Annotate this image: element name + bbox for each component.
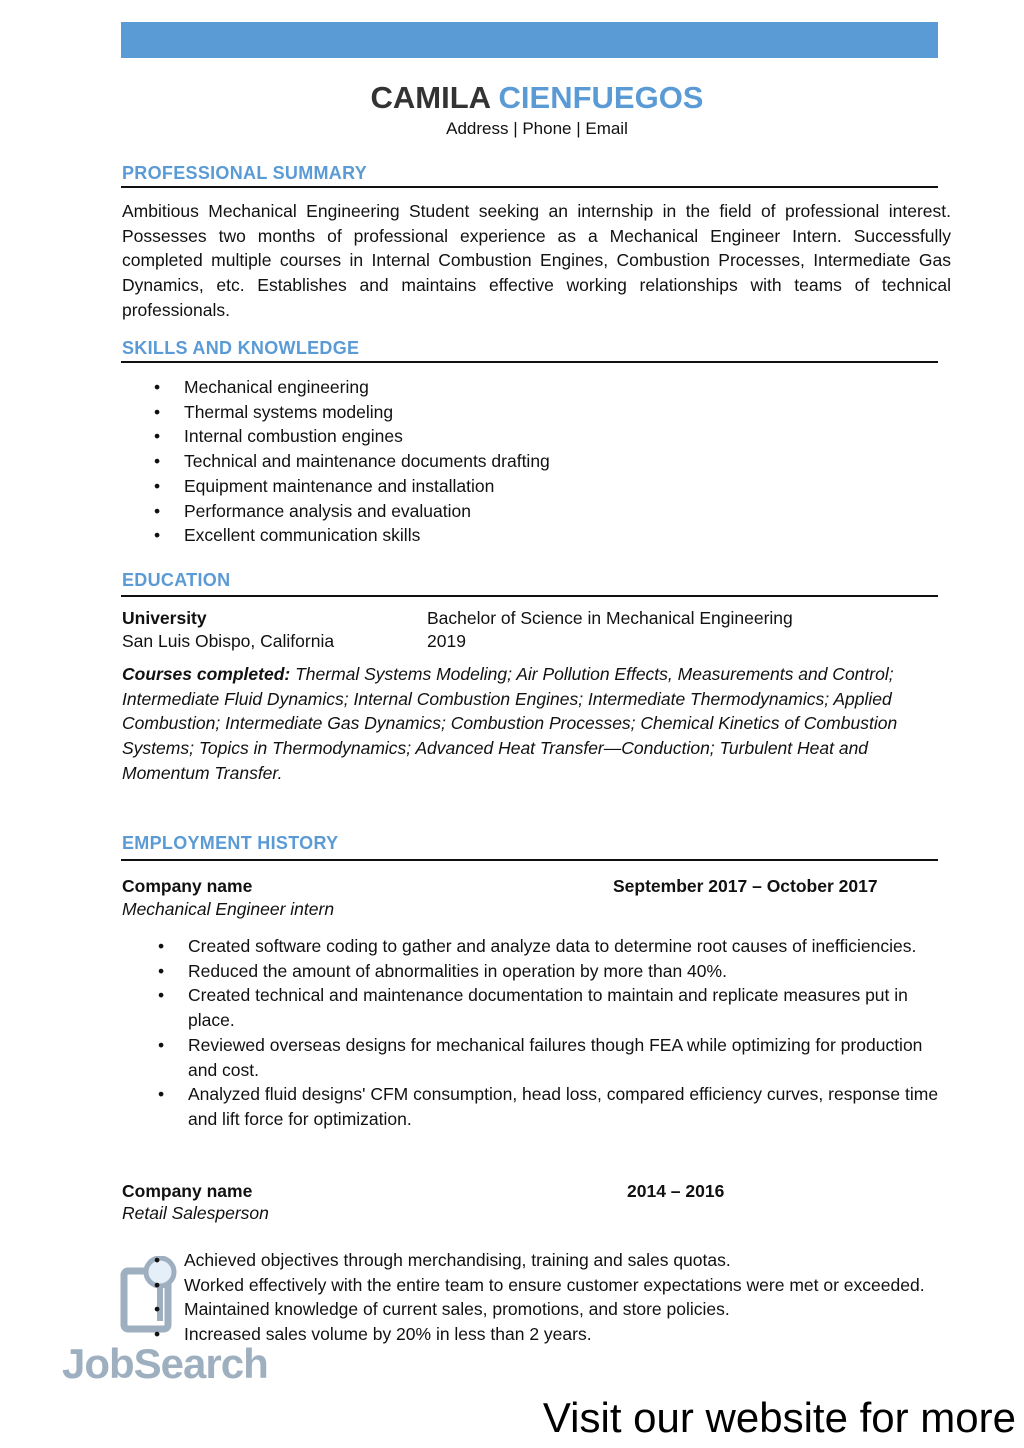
candidate-name: CAMILA CIENFUEGOS — [370, 80, 704, 115]
list-item: • Created technical and maintenance documentation to maintain and replicate measures put in place. — [188, 983, 950, 1032]
list-item: • Excellent communication skills — [184, 523, 550, 548]
job-dates: September 2017 – October 2017 — [613, 876, 878, 896]
divider — [121, 859, 938, 861]
divider — [121, 595, 938, 597]
list-item: • Reduced the amount of abnormalities in operation by more than 40%. — [188, 959, 950, 984]
website-banner[interactable]: Visit our website for more — [542, 1394, 1016, 1441]
list-item: • Reviewed overseas designs for mechanical failures though FEA while optimizing for production and cost. — [188, 1033, 950, 1082]
company-name: Company name — [122, 876, 253, 896]
list-item: • Mechanical engineering — [184, 375, 550, 400]
list-item: • Equipment maintenance and installation — [184, 474, 550, 499]
list-item: • Internal combustion engines — [184, 424, 550, 449]
job-bullets — [188, 934, 950, 1132]
job-title: Retail Salesperson — [122, 1203, 269, 1223]
section-heading-skills: SKILLS AND KNOWLEDGE — [122, 338, 360, 358]
list-item: • Increased sales volume by 20% in less than 2 years. — [184, 1322, 950, 1347]
list-item: • Thermal systems modeling — [184, 400, 550, 425]
summary-text: Ambitious Mechanical Engineering Student seeking an internship in the field of professional interest. Possesses two months of professional experience as a Mechanical Engineer Intern. Successfully completed multiple courses in Internal Combustion Engines, Combustion Processes, Intermediate Gas Dynamics, etc. Establishes and maintains effective working relationships with teams of technical professionals. — [122, 201, 951, 320]
list-item: • Technical and maintenance documents drafting — [184, 449, 550, 474]
divider — [121, 361, 938, 363]
list-item: • Analyzed fluid designs' CFM consumption, head loss, compared efficiency curves, response time and lift force for optimization. — [188, 1082, 950, 1131]
section-heading-employment: EMPLOYMENT HISTORY — [122, 833, 339, 853]
job-title: Mechanical Engineer intern — [122, 899, 335, 919]
list-item: • Achieved objectives through merchandising, training and sales quotas. — [184, 1248, 950, 1273]
degree: Bachelor of Science in Mechanical Engineering — [427, 608, 793, 628]
list-item: • Created software coding to gather and analyze data to determine root causes of inefficiencies. — [188, 934, 950, 959]
logo-text: JobSearch — [62, 1340, 268, 1387]
graduation-year: 2019 — [427, 631, 466, 651]
contact-line: Address | Phone | Email — [446, 119, 628, 138]
courses: Courses completed: Thermal Systems Modeling; Air Pollution Effects, Measurements and Control; Intermediate Fluid Dynamics; Internal Combustion Engines; Intermediate Thermodynamics; Applied Combustion; Intermediate Gas Dynamics; Combustion Processes; Chemical Kinetics of Combustion Systems; Topics in Thermodynamics; Advanced Heat Transfer—Conduction; Turbulent Heat and Momentum Transfer. — [122, 664, 898, 783]
divider — [121, 186, 938, 188]
section-heading-education: EDUCATION — [122, 570, 231, 590]
job-bullets — [184, 1248, 950, 1347]
company-name: Company name — [122, 1181, 253, 1201]
header-bar — [121, 22, 938, 58]
list-item: • Worked effectively with the entire team to ensure customer expectations were met or exceeded. — [184, 1273, 950, 1298]
list-item: • Maintained knowledge of current sales, promotions, and store policies. — [184, 1297, 950, 1322]
school-name: University — [122, 608, 207, 628]
section-heading-summary: PROFESSIONAL SUMMARY — [122, 163, 368, 183]
job-dates: 2014 – 2016 — [627, 1181, 725, 1201]
skills-list — [184, 375, 550, 548]
list-item: • Performance analysis and evaluation — [184, 499, 550, 524]
school-location: San Luis Obispo, California — [122, 631, 335, 651]
